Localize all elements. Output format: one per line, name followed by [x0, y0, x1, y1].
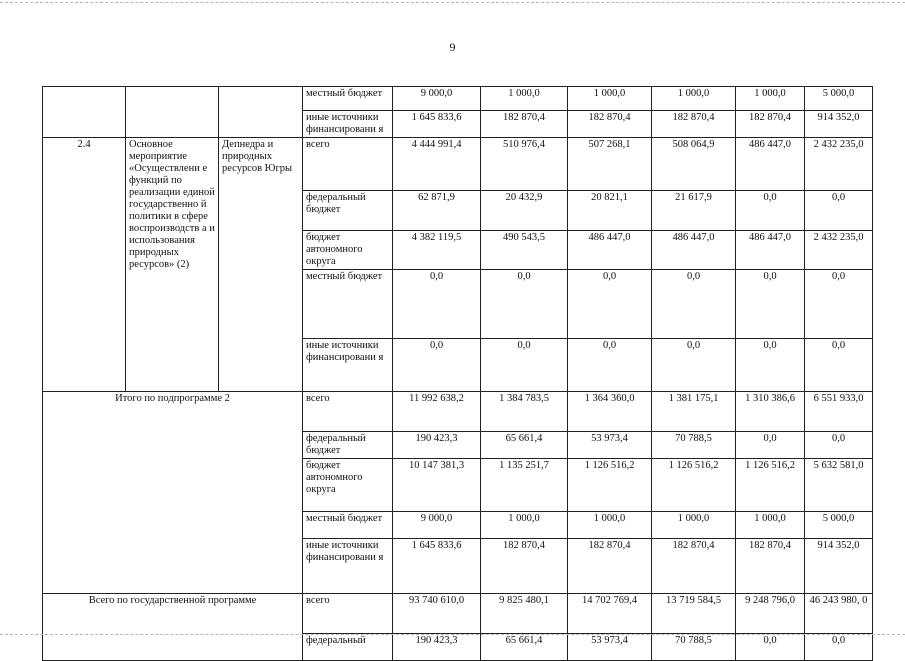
- value-cell: 0,0: [736, 634, 805, 661]
- activity-responsible: Депнедра и природных ресурсов Югры: [219, 138, 303, 392]
- value-cell: 0,0: [805, 432, 873, 459]
- value-cell: 914 352,0: [805, 111, 873, 138]
- value-cell: 1 000,0: [481, 87, 568, 111]
- table-row: [43, 87, 873, 111]
- value-cell: 0,0: [736, 191, 805, 231]
- table-row: [43, 594, 873, 634]
- value-cell: 0,0: [393, 270, 481, 339]
- value-cell: 53 973,4: [568, 634, 652, 661]
- value-cell: 1 000,0: [652, 512, 736, 539]
- value-cell: 0,0: [481, 270, 568, 339]
- activity-code: 2.4: [43, 138, 126, 392]
- value-cell: 65 661,4: [481, 432, 568, 459]
- source-cell: федеральный бюджет: [303, 432, 393, 459]
- source-cell: всего: [303, 138, 393, 191]
- name-cell: [126, 87, 219, 138]
- source-cell: иные источники финансировани я: [303, 111, 393, 138]
- value-cell: 14 702 769,4: [568, 594, 652, 634]
- value-cell: 1 645 833,6: [393, 111, 481, 138]
- activity-name: Основное мероприятие «Осуществлени е функций по реализации единой государственно й политики в сфере воспроизводств а и использования природных ресурсов» (2): [126, 138, 219, 392]
- source-cell: бюджет автономного округа: [303, 231, 393, 270]
- value-cell: 0,0: [652, 339, 736, 392]
- value-cell: 0,0: [652, 270, 736, 339]
- value-cell: 0,0: [805, 270, 873, 339]
- value-cell: 9 000,0: [393, 512, 481, 539]
- value-cell: 914 352,0: [805, 539, 873, 594]
- value-cell: 20 821,1: [568, 191, 652, 231]
- value-cell: 9 825 480,1: [481, 594, 568, 634]
- value-cell: 1 000,0: [481, 512, 568, 539]
- value-cell: 486 447,0: [736, 231, 805, 270]
- source-cell: всего: [303, 392, 393, 432]
- value-cell: 1 126 516,2: [652, 459, 736, 512]
- financing-table: [42, 86, 873, 661]
- bottom-scan-rule: [0, 634, 905, 635]
- value-cell: 9 248 796,0: [736, 594, 805, 634]
- value-cell: 53 973,4: [568, 432, 652, 459]
- value-cell: 1 000,0: [568, 512, 652, 539]
- value-cell: 1 384 783,5: [481, 392, 568, 432]
- value-cell: 11 992 638,2: [393, 392, 481, 432]
- value-cell: 0,0: [568, 270, 652, 339]
- value-cell: 9 000,0: [393, 87, 481, 111]
- value-cell: 507 268,1: [568, 138, 652, 191]
- value-cell: 4 444 991,4: [393, 138, 481, 191]
- top-scan-rule: [0, 2, 905, 3]
- value-cell: 0,0: [393, 339, 481, 392]
- value-cell: 486 447,0: [736, 138, 805, 191]
- value-cell: 1 000,0: [736, 512, 805, 539]
- code-cell: [43, 87, 126, 138]
- responsible-cell: [219, 87, 303, 138]
- table-row: [43, 138, 873, 191]
- table-row: [43, 392, 873, 432]
- value-cell: 486 447,0: [652, 231, 736, 270]
- source-cell: местный бюджет: [303, 512, 393, 539]
- value-cell: 508 064,9: [652, 138, 736, 191]
- value-cell: 0,0: [568, 339, 652, 392]
- source-cell: федеральный: [303, 634, 393, 661]
- value-cell: 0,0: [736, 339, 805, 392]
- value-cell: 182 870,4: [652, 539, 736, 594]
- program-total-label: Всего по государственной программе: [43, 594, 303, 661]
- source-cell: местный бюджет: [303, 87, 393, 111]
- value-cell: 20 432,9: [481, 191, 568, 231]
- value-cell: 6 551 933,0: [805, 392, 873, 432]
- value-cell: 182 870,4: [481, 539, 568, 594]
- value-cell: 5 000,0: [805, 87, 873, 111]
- value-cell: 190 423,3: [393, 634, 481, 661]
- value-cell: 1 126 516,2: [736, 459, 805, 512]
- value-cell: 510 976,4: [481, 138, 568, 191]
- value-cell: 0,0: [736, 270, 805, 339]
- subprogram-total-label: Итого по подпрограмме 2: [43, 392, 303, 594]
- value-cell: 2 432 235,0: [805, 231, 873, 270]
- value-cell: 0,0: [805, 634, 873, 661]
- value-cell: 4 382 119,5: [393, 231, 481, 270]
- value-cell: 46 243 980, 0: [805, 594, 873, 634]
- value-cell: 182 870,4: [481, 111, 568, 138]
- source-cell: иные источники финансировани я: [303, 539, 393, 594]
- value-cell: 182 870,4: [736, 539, 805, 594]
- value-cell: 1 000,0: [568, 87, 652, 111]
- value-cell: 13 719 584,5: [652, 594, 736, 634]
- value-cell: 1 310 386,6: [736, 392, 805, 432]
- source-cell: всего: [303, 594, 393, 634]
- value-cell: 0,0: [736, 432, 805, 459]
- value-cell: 0,0: [481, 339, 568, 392]
- value-cell: 182 870,4: [568, 539, 652, 594]
- value-cell: 5 632 581,0: [805, 459, 873, 512]
- value-cell: 490 543,5: [481, 231, 568, 270]
- value-cell: 21 617,9: [652, 191, 736, 231]
- value-cell: 0,0: [805, 339, 873, 392]
- value-cell: 190 423,3: [393, 432, 481, 459]
- value-cell: 1 126 516,2: [568, 459, 652, 512]
- value-cell: 0,0: [805, 191, 873, 231]
- value-cell: 1 000,0: [652, 87, 736, 111]
- source-cell: бюджет автономного округа: [303, 459, 393, 512]
- value-cell: 182 870,4: [652, 111, 736, 138]
- value-cell: 1 364 360,0: [568, 392, 652, 432]
- value-cell: 10 147 381,3: [393, 459, 481, 512]
- value-cell: 182 870,4: [736, 111, 805, 138]
- value-cell: 93 740 610,0: [393, 594, 481, 634]
- source-cell: иные источники финансировани я: [303, 339, 393, 392]
- value-cell: 1 135 251,7: [481, 459, 568, 512]
- source-cell: местный бюджет: [303, 270, 393, 339]
- value-cell: 1 381 175,1: [652, 392, 736, 432]
- value-cell: 5 000,0: [805, 512, 873, 539]
- value-cell: 1 645 833,6: [393, 539, 481, 594]
- value-cell: 182 870,4: [568, 111, 652, 138]
- page-number: 9: [449, 40, 456, 54]
- value-cell: 1 000,0: [736, 87, 805, 111]
- value-cell: 2 432 235,0: [805, 138, 873, 191]
- value-cell: 62 871,9: [393, 191, 481, 231]
- value-cell: 486 447,0: [568, 231, 652, 270]
- value-cell: 70 788,5: [652, 432, 736, 459]
- value-cell: 70 788,5: [652, 634, 736, 661]
- source-cell: федеральный бюджет: [303, 191, 393, 231]
- value-cell: 65 661,4: [481, 634, 568, 661]
